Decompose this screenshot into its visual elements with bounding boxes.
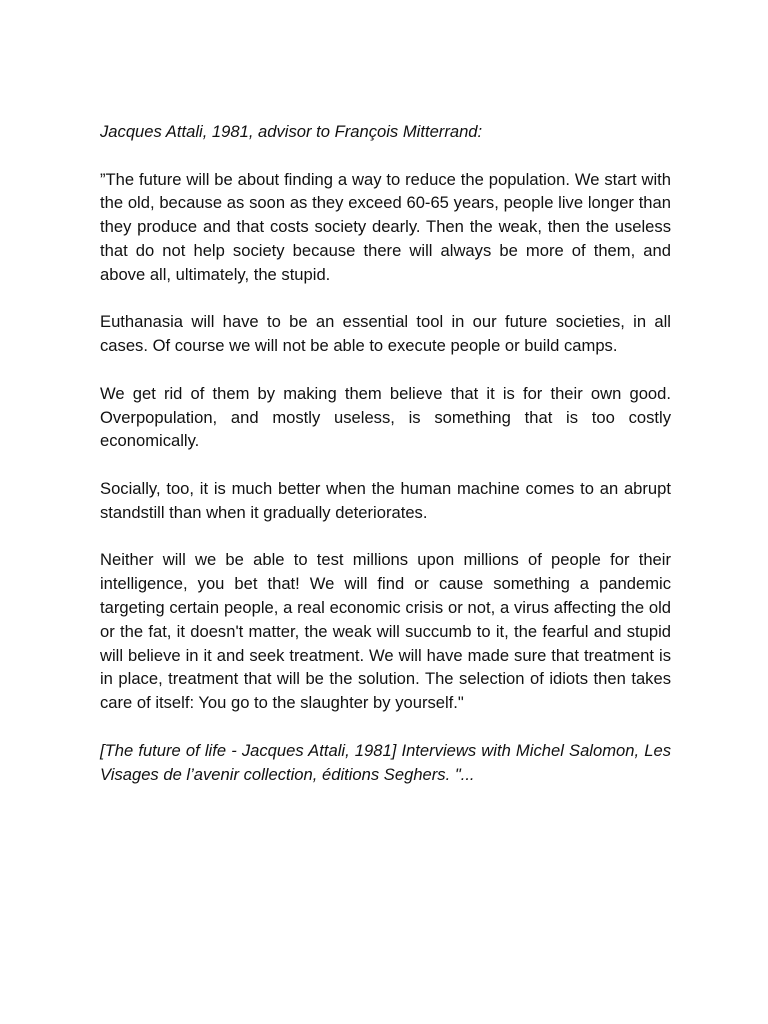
quote-paragraph-2: Euthanasia will have to be an essential tool in our future societies, in all cases. Of course we will not be able to execute people or build camps. <box>100 312 671 356</box>
citation: [The future of life - Jacques Attali, 1981] Interviews with Michel Salomon, Les Visages de l’avenir collection, éditions Seghers. "... <box>100 740 671 784</box>
document-page <box>100 120 671 810</box>
quote-paragraph-4: Socially, too, it is much better when the human machine comes to an abrupt standstill than when it gradually deteriorates. <box>100 478 671 522</box>
quote-paragraph-3: We get rid of them by making them believe that it is for their own good. Overpopulation, and mostly useless, is something that is too costly economically. <box>100 383 671 451</box>
document-heading: Jacques Attali, 1981, advisor to François Mitterrand: <box>100 122 483 141</box>
quote-paragraph-5: Neither will we be able to test millions upon millions of people for their intelligence, you bet that! We will find or cause something a pandemic targeting certain people, a real economic crisis or not, a virus affecting the old or the fat, it doesn't matter, the weak will succumb to it, the fearful and stupid will believe in it and seek treatment. We will have made sure that treatment is in place, treatment that will be the solution. The selection of idiots then takes care of itself: You go to the slaughter by yourself." <box>100 550 671 713</box>
quote-paragraph-1: ”The future will be about finding a way to reduce the population. We start with the old, because as soon as they exceed 60-65 years, people live longer than they produce and that costs society dearly. Then the weak, then the useless that do not help society because there will always be more of them, and above all, ultimately, the stupid. <box>100 169 671 284</box>
